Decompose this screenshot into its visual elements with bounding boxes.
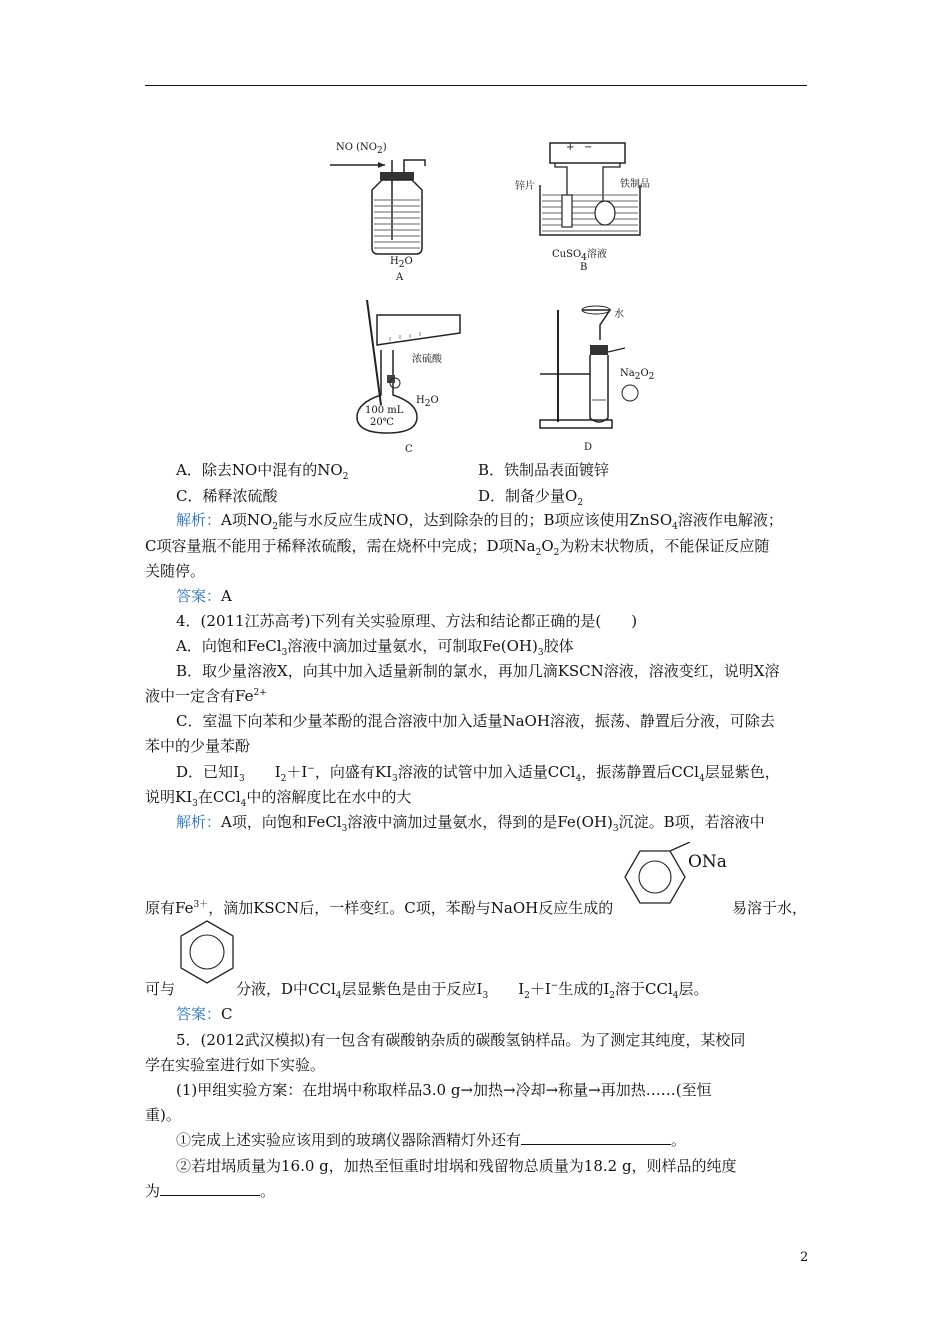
q4-stem: 4．(2011江苏高考)下列有关实验原理、方法和结论都正确的是( ) bbox=[176, 612, 638, 630]
q4-option-b-line2: 液中一定含有$Fe^{2+}$ bbox=[145, 687, 267, 705]
phenolate-group-label: ONa bbox=[688, 852, 727, 872]
figure-c-acid-label: 浓硫酸 bbox=[412, 354, 442, 365]
figure-a-gas-label: NO $(NO_2)$ bbox=[336, 142, 387, 156]
q3-option-a: A．除去NO中混有的$NO_2$ bbox=[176, 461, 349, 482]
q4-option-c-line1: C．室温下向苯和少量苯酚的混合溶液中加入适量NaOH溶液，振荡、静置后分液，可除去 bbox=[176, 712, 775, 730]
figure-b-power-minus: − bbox=[584, 142, 593, 153]
q3-analysis-line2: C项容量瓶不能用于稀释浓硫酸，需在烧杯中完成；D项$Na_2O_2$为粉末状物质，不能保证反应随 bbox=[145, 537, 770, 558]
figure-b-iron-label: 铁制品 bbox=[620, 179, 650, 190]
q4-option-a: A．向饱和FeCl$_3$溶液中滴加过量氨水，可制取$Fe(OH)_3$胶体 bbox=[176, 637, 574, 658]
q3-option-b: B．铁制品表面镀锌 bbox=[478, 461, 610, 479]
q4-answer: 答案：C bbox=[176, 1005, 233, 1023]
q4-option-d-line1: D．已知$I_3$ $I_2+I^-$，向盛有$KI_3$溶液的试管中加入适量CCl$_4$，振荡静置后CCl$_4$层显紫色， bbox=[176, 763, 780, 784]
figure-c-temp-label: 20℃ bbox=[370, 417, 394, 428]
figure-b-zinc-label: 锌片 bbox=[515, 181, 535, 192]
figure-a-water-label: $H_2O$ bbox=[390, 256, 413, 270]
q4-option-c-line2: 苯中的少量苯酚 bbox=[145, 737, 251, 755]
figure-c-volumetric-flask bbox=[345, 295, 475, 440]
figure-d-water-label: 水 bbox=[614, 309, 624, 320]
q3-option-d: D．制备少量$O_2$ bbox=[478, 487, 584, 508]
page-number: 2 bbox=[800, 1250, 809, 1265]
q4-option-b-line1: B．取少量溶液X，向其中加入适量新制的氯水，再加几滴KSCN溶液，溶液变红，说明X溶 bbox=[176, 662, 780, 680]
q3-option-c: C．稀释浓硫酸 bbox=[176, 487, 278, 505]
q5-sub2-line1: ②若坩埚质量为16.0 g，加热至恒重时坩埚和残留物总质量为18.2 g，则样品的纯度 bbox=[176, 1157, 737, 1175]
figure-c-water-label: $H_2O$ bbox=[416, 395, 439, 409]
figure-b-electroplating bbox=[525, 135, 675, 245]
q3-analysis-line1: 解析：A项$NO_2$能与水反应生成NO，达到除杂的目的；B项应该使用ZnSO$_4$溶液作电解液； bbox=[176, 511, 783, 532]
benzene-structure bbox=[176, 917, 238, 989]
figure-c-volume-label: 100 mL bbox=[365, 405, 404, 416]
q4-option-d-line2: 说明$KI_3$在CCl$_4$中的溶解度比在水中的大 bbox=[145, 788, 412, 809]
q4-analysis-line2-left: 原有$Fe^{3+}$，滴加KSCN后，一样变红。C项，苯酚与NaOH反应生成的 bbox=[145, 899, 614, 917]
q5-part1-line2: 重)。 bbox=[145, 1106, 181, 1124]
figure-d-caption: D bbox=[584, 442, 593, 453]
q4-analysis-line2-right: 易溶于水， bbox=[732, 899, 808, 917]
figure-b-solution-label: CuSO$_4$溶液 bbox=[552, 249, 607, 263]
answer-blank-2[interactable] bbox=[160, 1181, 260, 1196]
q5-sub2-line2: 为 。 bbox=[145, 1182, 276, 1200]
figure-a-caption: A bbox=[396, 272, 404, 283]
q4-analysis-line1: 解析：A项，向饱和FeCl$_3$溶液中滴加过量氨水，得到的是$Fe(OH)_3$沉淀。B项，若溶液中 bbox=[176, 813, 765, 834]
header-rule bbox=[145, 85, 807, 86]
q5-stem-line2: 学在实验室进行如下实验。 bbox=[145, 1056, 326, 1074]
figure-b-power-plus: + bbox=[566, 142, 575, 153]
q4-analysis-line3-left: 可与 bbox=[145, 980, 176, 998]
figure-b-caption: B bbox=[580, 262, 588, 273]
q4-analysis-line3-right: 分液，D中CCl$_4$层显紫色是由于反应$I_3$ $I_2+I^-$生成的$I_2$溶于CCl$_4$层。 bbox=[236, 980, 709, 1001]
answer-blank-1[interactable] bbox=[521, 1130, 671, 1145]
q5-stem-line1: 5．(2012武汉模拟)有一包含有碳酸钠杂质的碳酸氢钠样品。为了测定其纯度，某校同 bbox=[176, 1031, 746, 1049]
q5-sub1: ①完成上述实验应该用到的玻璃仪器除酒精灯外还有 。 bbox=[176, 1131, 687, 1149]
q5-part1-line1: (1)甲组实验方案：在坩埚中称取样品3.0 g→加热→冷却→称量→再加热……(至恒 bbox=[176, 1081, 712, 1099]
figure-c-caption: C bbox=[405, 444, 413, 455]
q3-answer: 答案：A bbox=[176, 587, 232, 605]
figure-d-reagent-label: $Na_2O_2$ bbox=[620, 368, 655, 382]
q3-analysis-line3: 关随停。 bbox=[145, 562, 206, 580]
